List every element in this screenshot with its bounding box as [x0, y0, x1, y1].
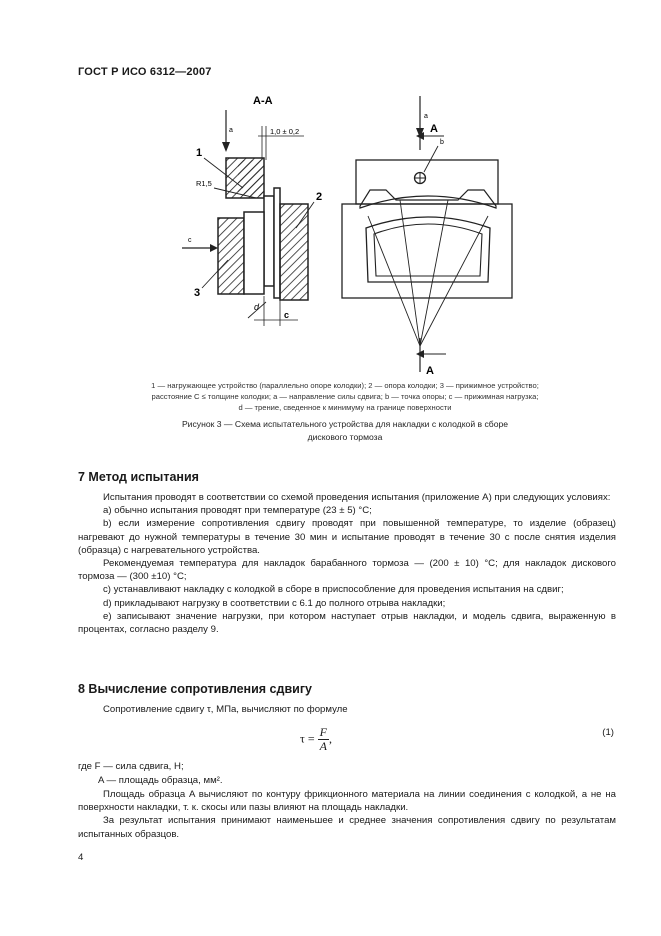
paragraph: d) прикладывают нагрузку в соответствии с 6.1 до полного отрыва накладки;: [103, 597, 446, 609]
svg-text:a: a: [229, 127, 233, 134]
figure-legend: [110, 380, 580, 413]
legend-line: 1 — нагружающее устройство (параллельно опоре колодки); 2 — опора колодки; 3 — прижимное устройство;: [151, 381, 539, 390]
paragraph: a) обычно испытания проводят при температуре (23 ± 5) °C;: [103, 505, 372, 517]
formula: [300, 726, 332, 753]
svg-text:А: А: [430, 123, 438, 135]
section-7-body: [78, 491, 616, 636]
svg-text:А: А: [426, 365, 434, 377]
formula-tail: ,: [328, 731, 332, 746]
svg-text:1,0 ± 0,2: 1,0 ± 0,2: [270, 127, 300, 136]
formula-number: (1): [602, 727, 614, 738]
formula-intro: Сопротивление сдвигу τ, МПа, вычисляют по формуле: [103, 704, 348, 715]
legend-line: d — трение, сведенное к минимуму на границе поверхности: [238, 403, 452, 412]
paragraph: e) записывают значение нагрузки, при котором наступает отрыв накладки, и модель сдвига, выраженную в процентах, согласно разделу 9.: [78, 610, 616, 636]
paragraph: Площадь образца A вычисляют по контуру фрикционного материала на линии соединения с колодкой, а не на поверхности накладки, т. к. скосы или пазы влияют на площадь накладки.: [78, 789, 616, 814]
section-7-heading: 7 Метод испытания: [78, 470, 199, 484]
document-header: ГОСТ Р ИСО 6312—2007: [78, 66, 212, 78]
formula-fraction: [318, 726, 329, 753]
svg-text:R1,5: R1,5: [196, 179, 212, 188]
paragraph: b) если измерение сопротивления сдвигу проводят при повышенной температуре, то изделие (образец) нагревают до нужной температуры в течение 30 мин и испытание проводят в течение 30 с после снятия изделия (образца) с нагревательного устройства.: [78, 518, 616, 556]
paragraph: c) устанавливают накладку с колодкой в сборе в приспособление для проведения испытания на сдвиг;: [103, 584, 564, 596]
legend-line: расстояние С ≤ толщине колодки; a — направление силы сдвига; b — точка опоры; c — прижимная нагрузка;: [151, 392, 539, 401]
formula-block: [78, 720, 616, 760]
formula-denominator: A: [319, 739, 327, 753]
test-device-figure: [78, 88, 598, 378]
paragraph: Рекомендуемая температура для накладок барабанного тормоза — (200 ± 10) °C; для накладок дискового тормоза — (300 ±10) °C;: [78, 558, 616, 583]
figure-title-line: дискового тормоза: [307, 432, 383, 442]
svg-text:2: 2: [316, 191, 323, 203]
svg-text:с: с: [284, 310, 290, 320]
svg-text:d: d: [254, 302, 260, 312]
where-line: где F — сила сдвига, Н;: [78, 761, 184, 772]
formula-lhs: τ =: [300, 731, 315, 746]
section-8-heading: 8 Вычисление сопротивления сдвигу: [78, 682, 312, 696]
figure-title-line: Рисунок 3 — Схема испытательного устройства для накладки с колодкой в сборе: [181, 419, 509, 429]
page-number: 4: [78, 852, 84, 863]
section-label: А-А: [253, 95, 273, 107]
svg-text:a: a: [424, 113, 428, 120]
formula-numerator: F: [319, 725, 327, 739]
svg-text:b: b: [440, 139, 444, 146]
svg-text:3: 3: [194, 287, 201, 299]
svg-text:1: 1: [196, 147, 203, 159]
paragraph: За результат испытания принимают наименьшее и среднее значения сопротивления сдвигу по результатам испытанных образцов.: [78, 815, 616, 840]
section-8-body: [78, 788, 616, 841]
svg-text:c: c: [188, 237, 192, 244]
paragraph: Испытания проводят в соответствии со схемой проведения испытания (приложение А) при следующих условиях:: [103, 492, 611, 503]
figure-title: [105, 418, 585, 444]
where-line: A — площадь образца, мм².: [98, 774, 223, 786]
formula-where: [78, 760, 616, 787]
